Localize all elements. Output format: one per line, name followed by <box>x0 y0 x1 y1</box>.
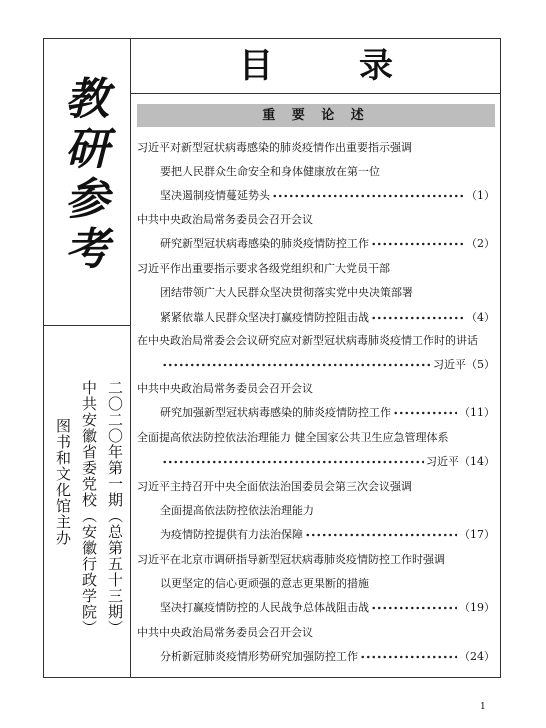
journal-name-char: 考 <box>65 224 109 275</box>
toc-entry-heading[interactable]: 在中央政治局常委会会议研究应对新型冠状病毒肺炎疫情工作时的讲话 <box>137 334 478 347</box>
journal-name-char: 参 <box>65 174 109 225</box>
leader-dots <box>162 358 431 372</box>
toc-entry-text: 为疫情防控提供有力法治保障 <box>160 528 303 541</box>
journal-name-char: 教 <box>65 74 109 125</box>
toc-entry-heading[interactable]: 全面提高依法防控依法治理能力 健全国家公共卫生应急管理体系 <box>137 431 449 444</box>
toc-entry-line[interactable] <box>160 601 495 615</box>
toc-entry-heading[interactable]: 中共中央政治局常务委员会召开会议 <box>137 382 313 395</box>
toc-entry-subtitle[interactable]: 全面提高依法防控依法治理能力 <box>160 504 314 517</box>
publisher-info: 中共安徽省委党校（安徽行政学院） <box>80 380 98 636</box>
leader-dots <box>272 189 464 203</box>
toc-entry-line[interactable] <box>160 358 495 372</box>
toc-entry-page: （17） <box>459 528 495 541</box>
toc-entry-text: 研究新型冠状病毒感染的肺炎疫情防控工作 <box>160 237 369 250</box>
toc-entry-text: 坚决遏制疫情蔓延势头 <box>160 189 270 202</box>
leader-dots <box>162 455 424 469</box>
toc-entry-line[interactable] <box>160 528 495 542</box>
toc-entry-text: 研究加强新型冠状病毒感染的肺炎疫情防控工作 <box>160 406 391 419</box>
sidebar-divider <box>43 325 131 326</box>
toc-entry-page: （24） <box>459 650 495 663</box>
leader-dots <box>360 650 457 664</box>
toc-entry-author-page: 习近平（14） <box>426 455 495 468</box>
toc-entry-line[interactable] <box>160 311 495 325</box>
toc-entry-subtitle[interactable]: 以更坚定的信心更顽强的意志更果断的措施 <box>160 577 369 590</box>
toc-entry-line[interactable] <box>160 406 495 420</box>
toc-entry-page: （19） <box>459 601 495 614</box>
page-number: 1 <box>480 702 486 712</box>
leader-dots <box>371 601 457 615</box>
host-info: 图书和文化馆主办 <box>54 418 72 546</box>
toc-entry-heading[interactable]: 习近平在北京市调研指导新型冠状病毒肺炎疫情防控工作时强调 <box>137 553 445 566</box>
toc-entry-page: （2） <box>466 237 495 250</box>
toc-entry-line[interactable] <box>160 189 495 203</box>
leader-dots <box>371 311 464 325</box>
journal-name <box>55 75 119 275</box>
journal-name-char: 研 <box>65 124 109 175</box>
toc-entry-heading[interactable]: 习近平对新型冠状病毒感染的肺炎疫情作出重要指示强调 <box>137 141 412 154</box>
toc-entry-page: （4） <box>466 311 495 324</box>
toc-entry-text: 紧紧依靠人民群众坚决打赢疫情防控阻击战 <box>160 311 369 324</box>
leader-dots <box>371 237 464 251</box>
toc-entry-page: （11） <box>459 406 495 419</box>
toc-entry-heading[interactable]: 习近平作出重要指示要求各级党组织和广大党员干部 <box>137 262 390 275</box>
leader-dots <box>393 406 457 420</box>
toc-entry-heading[interactable]: 中共中央政治局常务委员会召开会议 <box>137 213 313 226</box>
toc-entry-text: 分析新冠肺炎疫情形势研究加强防控工作 <box>160 650 358 663</box>
toc-entry-text: 坚决打赢疫情防控的人民战争总体战阻击战 <box>160 601 369 614</box>
issue-info: 二〇二〇年第一期（总第五十三期） <box>106 380 124 636</box>
toc-entry-author-page: 习近平（5） <box>433 358 495 371</box>
toc-entry-subtitle[interactable]: 团结带领广大人民群众坚决贯彻落实党中央决策部署 <box>160 286 413 299</box>
toc-entry-line[interactable] <box>160 455 495 469</box>
toc-entry-heading[interactable]: 中共中央政治局常务委员会召开会议 <box>137 626 313 639</box>
toc-entry-line[interactable] <box>160 237 495 251</box>
toc-entry-subtitle[interactable]: 要把人民群众生命安全和身体健康放在第一位 <box>160 165 380 178</box>
section-heading: 重 要 论 述 <box>137 104 495 127</box>
toc-entry-page: （1） <box>466 189 495 202</box>
leader-dots <box>305 528 457 542</box>
toc-entry-heading[interactable]: 习近平主持召开中央全面依法治国委员会第三次会议强调 <box>137 480 412 493</box>
toc-entry-line[interactable] <box>160 650 495 664</box>
toc-title: 目 录 <box>131 38 501 94</box>
